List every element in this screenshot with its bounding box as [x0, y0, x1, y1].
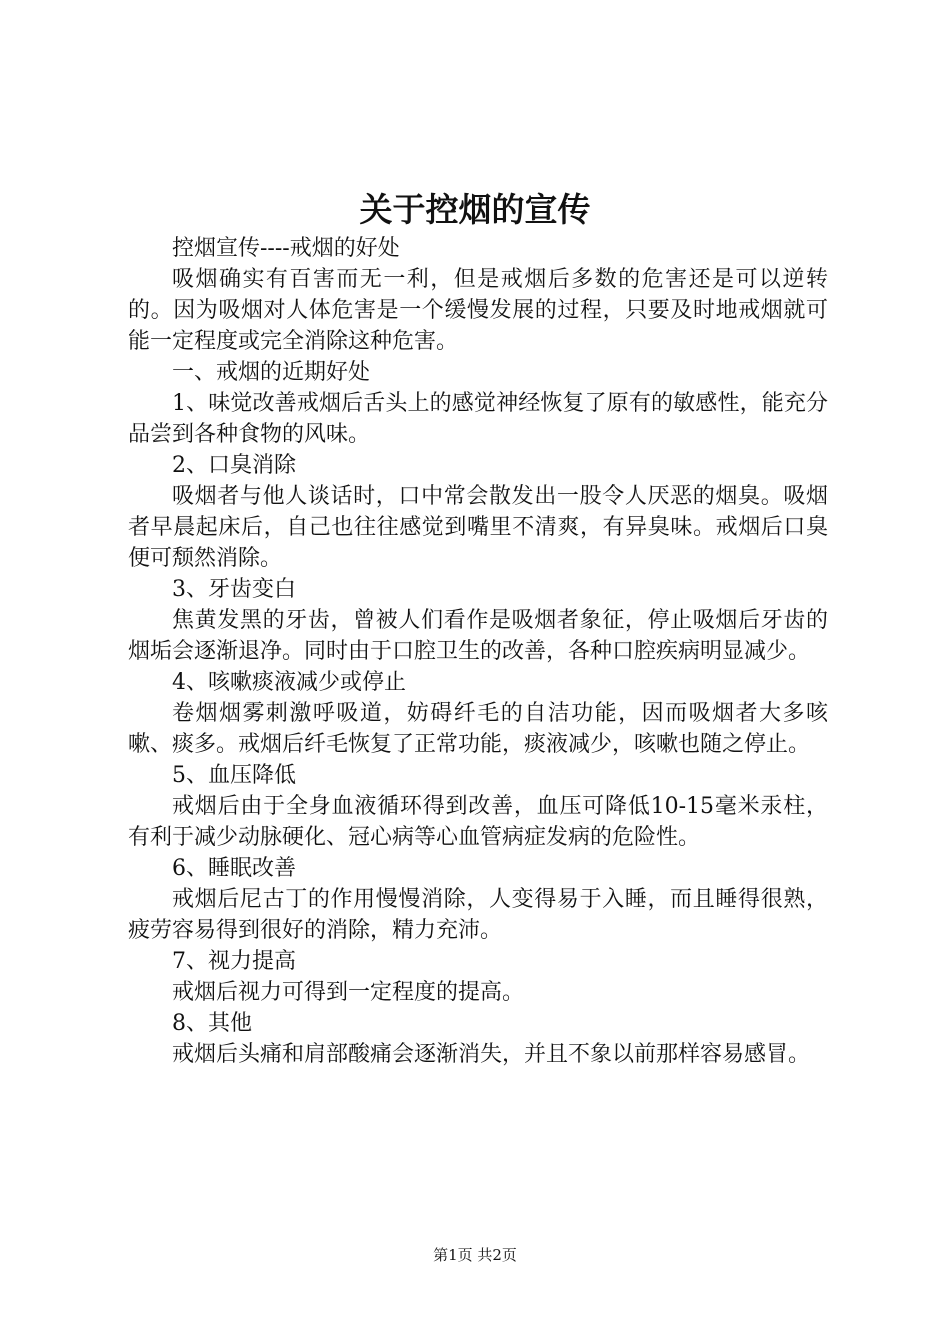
paragraph-teeth: 焦黄发黑的牙齿，曾被人们看作是吸烟者象征，停止吸烟后牙齿的烟垢会逐渐退净。同时由于口腔卫生的改善，各种口腔疾病明显减少。 [128, 608, 828, 664]
paragraph-intro: 吸烟确实有百害而无一利，但是戒烟后多数的危害还是可以逆转的。因为吸烟对人体危害是一个缓慢发展的过程，只要及时地戒烟就可能一定程度或完全消除这种危害。 [128, 267, 828, 354]
paragraph-breath: 吸烟者与他人谈话时，口中常会散发出一股令人厌恶的烟臭。吸烟者早晨起床后，自己也往往感觉到嘴里不清爽，有异臭味。戒烟后口臭便可颓然消除。 [128, 484, 828, 571]
paragraph-other: 戒烟后头痛和肩部酸痛会逐渐消失，并且不象以前那样容易感冒。 [172, 1042, 811, 1067]
item-heading-sleep: 6、睡眠改善 [172, 856, 296, 881]
paragraph-sleep: 戒烟后尼古丁的作用慢慢消除，人变得易于入睡，而且睡得很熟，疲劳容易得到很好的消除，精力充沛。 [128, 887, 828, 943]
item-taste: 1、味觉改善戒烟后舌头上的感觉神经恢复了原有的敏感性，能充分品尝到各种食物的风味。 [128, 391, 828, 447]
page-title: 关于控烟的宣传 [359, 190, 591, 229]
item-heading-cough: 4、咳嗽痰液减少或停止 [172, 670, 406, 695]
paragraph-subtitle: 控烟宣传----戒烟的好处 [172, 236, 400, 261]
section-heading: 一、戒烟的近期好处 [172, 360, 371, 385]
document-body [128, 233, 828, 1070]
item-heading-teeth: 3、牙齿变白 [172, 577, 296, 602]
paragraph-blood-pressure: 戒烟后由于全身血液循环得到改善，血压可降低10-15毫米汞柱，有利于减少动脉硬化、冠心病等心血管病症发病的危险性。 [128, 794, 828, 850]
item-heading-vision: 7、视力提高 [172, 949, 296, 974]
paragraph-cough: 卷烟烟雾刺激呼吸道，妨碍纤毛的自洁功能，因而吸烟者大多咳嗽、痰多。戒烟后纤毛恢复了正常功能，痰液减少，咳嗽也随之停止。 [128, 701, 828, 757]
item-heading-blood-pressure: 5、血压降低 [172, 763, 296, 788]
page-footer: 第1页 共2页 [433, 1246, 517, 1264]
item-heading-other: 8、其他 [172, 1011, 252, 1036]
paragraph-vision: 戒烟后视力可得到一定程度的提高。 [172, 980, 525, 1005]
item-heading-breath: 2、口臭消除 [172, 453, 296, 478]
